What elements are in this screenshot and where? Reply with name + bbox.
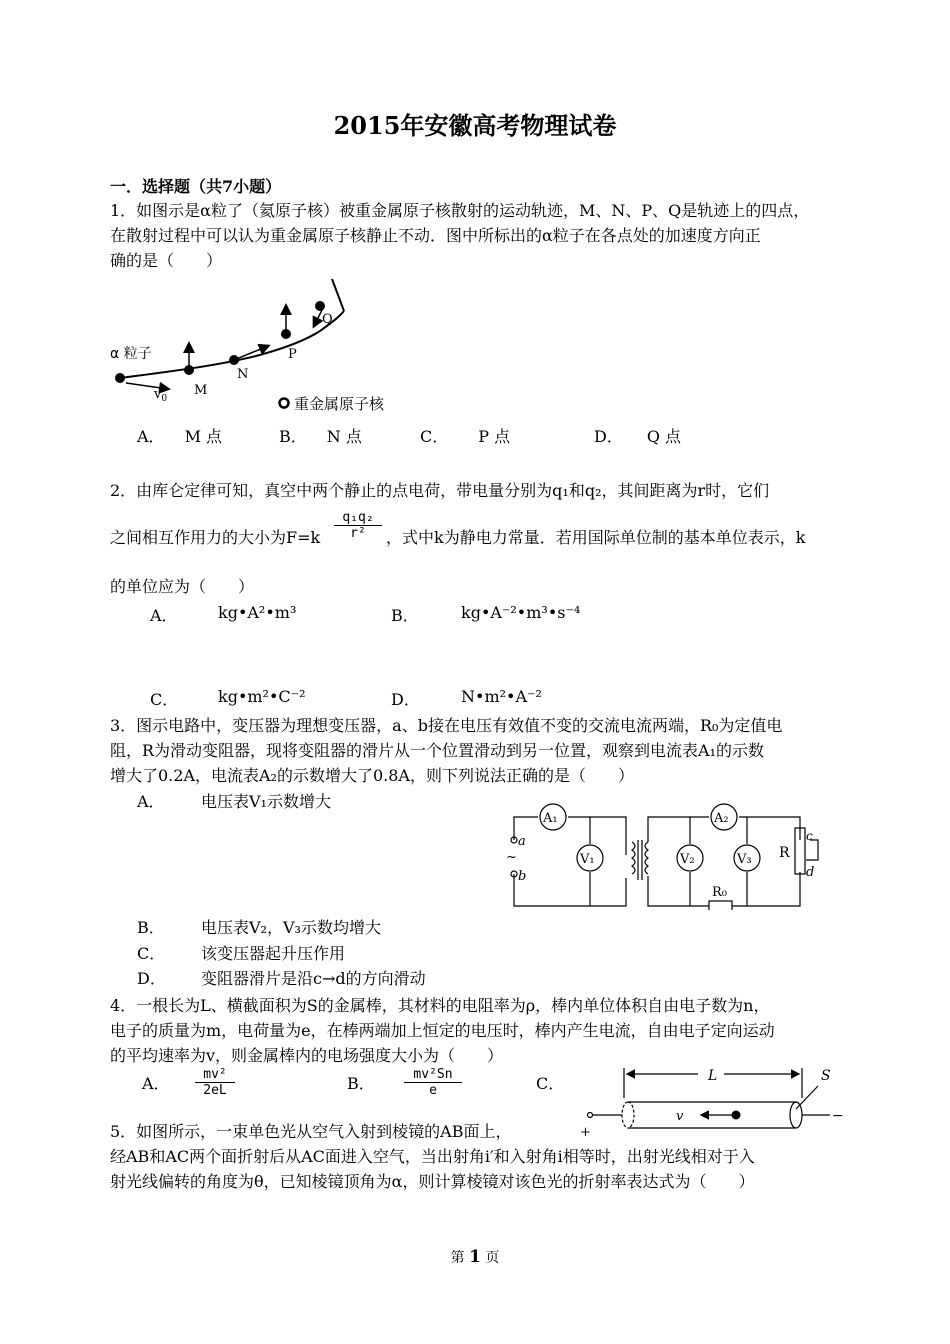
- l-label: L: [708, 1068, 718, 1084]
- q1-line-3: 确的是（ ）: [110, 251, 223, 270]
- q2-formula: $\frac{\text{q₁q₂}}{\text{r²}}$: [334, 510, 382, 541]
- q4-rod-figure: [578, 1064, 848, 1140]
- s-label: S: [821, 1068, 831, 1084]
- q4-line-3: 的平均速率为v，则金属棒内的电场强度大小为（ ）: [110, 1046, 504, 1065]
- q3-option-c-key: C．: [137, 944, 166, 963]
- q2-line-3: 的单位应为（ ）: [110, 577, 255, 596]
- n-label: N: [237, 367, 249, 382]
- q2-option-a-key: A．: [150, 606, 178, 625]
- v-label: v: [676, 1109, 684, 1124]
- q5-line-2: 经AB和AC两个面折射后从AC面进入空气，当出射角i′和入射角i相等时，出射光线相对于入: [110, 1147, 755, 1166]
- d-label: d: [806, 865, 815, 880]
- q3-line-3: 增大了0.2A，电流表A₂的示数增大了0.8A，则下列说法正确的是（ ）: [110, 766, 634, 785]
- trajectory-curve: [120, 311, 344, 378]
- q3-line-1: 3．图示电路中，变压器为理想变压器，a、b接在电压有效值不变的交流电流两端，R₀为定值电: [110, 716, 783, 735]
- minus-label: −: [832, 1108, 844, 1124]
- r-label: R: [779, 845, 790, 861]
- q4-option-a-key: A．: [142, 1074, 170, 1093]
- v3-label: V₃: [737, 852, 752, 867]
- ac-label: ~: [506, 850, 517, 865]
- a-terminal-label: a: [518, 834, 526, 849]
- q4-option-b-key: B．: [347, 1074, 375, 1093]
- q1-line-1: 1．如图示是α粒了（氦原子核）被重金属原子核散射的运动轨迹，M、N、P、Q是轨迹上的四点，: [110, 201, 810, 220]
- q1-line-2: 在散射过程中可以认为重金属原子核静止不动．图中所标出的α粒子在各点处的加速度方向正: [110, 226, 761, 245]
- q5-line-3: 射光线偏转的角度为θ，已知棱镜顶角为α，则计算棱镜对该色光的折射率表达式为（ ）: [110, 1172, 755, 1191]
- q1-option-c: C． P 点: [420, 427, 511, 446]
- q3-option-d-key: D．: [137, 969, 166, 988]
- page-number: 1: [469, 1247, 481, 1267]
- alpha-label: α 粒子: [110, 346, 152, 362]
- q2-line-2-pre: 之间相互作用力的大小为F=k: [110, 528, 321, 547]
- v2-label: V₂: [680, 852, 695, 867]
- page-footer: 第 1 页: [450, 1247, 500, 1267]
- p-label: P: [288, 347, 297, 362]
- q2-option-d-key: D．: [391, 690, 420, 709]
- q5-line-1: 5．如图所示，一束单色光从空气入射到棱镜的AB面上，: [110, 1122, 512, 1141]
- q-label: Q: [322, 312, 333, 327]
- section-heading: 一．选择题（共7小题）: [110, 177, 282, 196]
- page-title: 2015年安徽高考物理试卷: [333, 111, 617, 140]
- q3-option-c: 该变压器起升压作用: [201, 944, 346, 963]
- q4-option-b-formula: $\frac{\text{mv²Sn}}{e}$: [404, 1067, 462, 1098]
- v1-label: V₁: [580, 852, 595, 867]
- v0-label: $v_0$: [154, 387, 168, 404]
- q3-circuit-figure: [504, 800, 826, 910]
- q2-option-b-key: B．: [391, 606, 419, 625]
- q3-option-b-key: B．: [137, 918, 165, 937]
- q1-trajectory-figure: [106, 276, 416, 416]
- m-label: M: [194, 383, 208, 398]
- a2-label: A₂: [714, 811, 729, 826]
- q2-option-c: kg•m²•C⁻²: [218, 687, 306, 706]
- q4-option-a-formula: $\frac{\text{mv²}}{2eL}$: [195, 1067, 235, 1098]
- plus-label: +: [580, 1125, 591, 1140]
- q3-option-b: 电压表V₂，V₃示数均增大: [201, 918, 381, 937]
- q2-option-b: kg•A⁻²•m³•s⁻⁴: [461, 603, 581, 622]
- q4-line-1: 4．一根长为L、横截面积为S的金属棒，其材料的电阻率为ρ，棒内单位体积自由电子数为n，: [110, 996, 770, 1015]
- q2-option-a: kg•A²•m³: [218, 603, 297, 622]
- q1-option-d: D． Q 点: [594, 427, 682, 446]
- q2-line-2-post: ，式中k为静电力常量．若用国际单位制的基本单位表示，k: [386, 528, 806, 547]
- r0-label: R₀: [712, 885, 727, 900]
- q4-option-c-key: C．: [536, 1074, 565, 1093]
- q2-line-1: 2．由库仑定律可知，真空中两个静止的点电荷，带电量分别为q₁和q₂，其间距离为r时，它们: [110, 481, 770, 500]
- q2-option-d: N•m²•A⁻²: [461, 687, 542, 706]
- q3-line-2: 阻，R为滑动变阻器，现将变阻器的滑片从一个位置滑动到另一位置，观察到电流表A₁的示数: [110, 741, 765, 760]
- q3-option-d: 变阻器滑片是沿c→d的方向滑动: [201, 969, 426, 988]
- b-terminal-label: b: [518, 869, 527, 884]
- q2-option-c-key: C．: [150, 690, 179, 709]
- q1-option-a: A． M 点: [137, 427, 223, 446]
- q4-line-2: 电子的质量为m，电荷量为e，在棒两端加上恒定的电压时，棒内产生电流，自由电子定向运动: [110, 1021, 775, 1040]
- q1-option-b: B． N 点: [279, 427, 362, 446]
- nucleus-label: 重金属原子核: [294, 395, 385, 413]
- q3-option-a-key: A．: [137, 792, 165, 811]
- a1-label: A₁: [543, 811, 558, 826]
- q3-option-a: 电压表V₁示数增大: [201, 792, 331, 811]
- c-label: c: [806, 829, 813, 843]
